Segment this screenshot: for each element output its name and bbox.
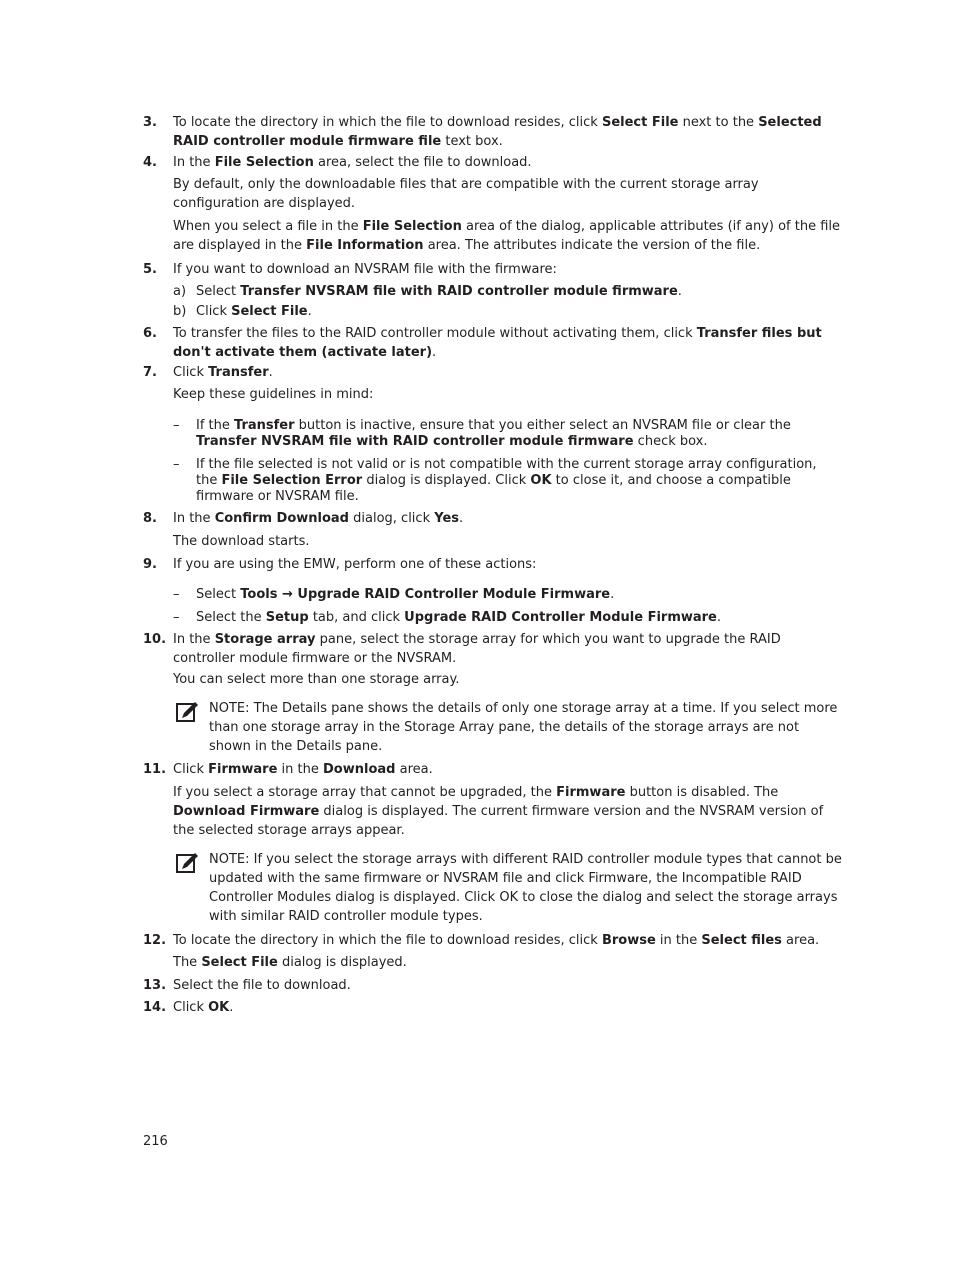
step-12-paragraph: The Select File dialog is displayed. xyxy=(173,955,407,970)
note-label: NOTE: xyxy=(209,852,250,867)
step-10-paragraph: You can select more than one storage array. xyxy=(173,672,460,687)
step-text: In the File Selection area, select the file to download. xyxy=(173,155,532,170)
step-number: 13. xyxy=(143,978,167,993)
step-number: 11. xyxy=(143,762,167,777)
step-text: To transfer the files to the RAID controller module without activating them, click Transfer files but don't activate them (activate later). xyxy=(173,326,822,360)
step-4-paragraph-2: When you select a file in the File Selection area of the dialog, applicable attributes (if any) of the file are displayed in the File Information area. The attributes indicate the version of the file. xyxy=(173,219,841,253)
note-text: If you select the storage arrays with different RAID controller module types that cannot be updated with the same firmware or NVSRAM file and click Firmware, the Incompatible RAID Controller Modules dialog is displayed. Click OK to close the dialog and select the storage arrays with similar RAID controller module types. xyxy=(209,852,842,924)
note-label: NOTE: xyxy=(209,701,250,716)
page-number: 216 xyxy=(143,1134,168,1149)
step-4-paragraph-1: By default, only the downloadable files that are compatible with the current storage array configuration are displayed. xyxy=(173,177,759,211)
step-number: 9. xyxy=(143,557,157,572)
step-number: 14. xyxy=(143,1000,167,1015)
step-text: In the Storage array pane, select the storage array for which you want to upgrade the RAID controller module firmware or the NVSRAM. xyxy=(173,632,781,666)
step-number: 10. xyxy=(143,632,167,647)
step-text: To locate the directory in which the file to download resides, click Select File next to the Selected RAID controller module firmware file text box. xyxy=(173,115,822,149)
step-number: 7. xyxy=(143,365,157,380)
step-7-paragraph: Keep these guidelines in mind: xyxy=(173,387,374,402)
step-text: If you are using the EMW, perform one of these actions: xyxy=(173,557,537,572)
pencil-note-icon xyxy=(176,701,198,723)
document-page: 3. To locate the directory in which the file to download resides, click Select File next to the Selected RAID controller module firmware file text box. 4. In the File Selection area, select the file to download. By default, only the downloadable files that are compatible with the current storage array configuration are displayed. When you select a file in the File Selection area of the dialog, applicable attributes (if any) of the file are displayed in the File Information area. The attributes indicate the version of the file. 5. If you want to download an NVSRAM file with the firmware: a) Select Transfer NVSRAM file with RAID controller module firmware. b) Click Select File. 6. To transfer the files to the RAID controller module without activating them, click Transfer files but don't activate them (activate later). 7. Click Transfer. Keep these guidelines in mind: – If the Transfer button is inactive, ensure that you either select an NVSRAM file or clear the Transfer NVSRAM file with RAID controller module firmware check box. – If the file selected is not valid or is not compatible with the current storage array configuration, the File Selection Error dialog is displayed. Click OK to close it, and choose a compatible firmware or NVSRAM file. 8. In the Confirm Download dialog, click Yes. The download starts. 9. If you are using the EMW, perform one of these actions: – Select Tools → Upgrade RAID Controller Module Firmware. – Select the Setup tab, and click Upgrade RAID Controller Module Firmware. 10. In the Storage array pane, select the storage array for which you want to upgrade the RAID controller module firmware or the NVSRAM. You can select more than one storage array. NOTE: The Details pane shows the details of only one storage array at a time. If you select more than one storage array in the Storage Array pane, the details of the storage arrays are not shown in the Details pane. 11. Click Firmware in the Download area. If you select a storage array that cannot be upgraded, the Firmware button is disabled. The Download Firmware dialog is displayed. The current firmware version and the NVSRAM version of the selected storage arrays appear. NOTE: If you select the storage arrays with different RAID controller module types that cannot be updated with the same firmware or NVSRAM file and click Firmware, the Incompatible RAID Controller Modules dialog is displayed. Click OK to close the dialog and select the storage arrays with similar RAID controller module types. 12. To locate the directory in which the file to download resides, click Browse in the Select files area. The Select File dialog is displayed. 13. Select the file to download. 14. Click OK. 216 xyxy=(143,115,842,1149)
note-text: The Details pane shows the details of only one storage array at a time. If you select more than one storage array in the Storage Array pane, the details of the storage arrays are not shown in the Details pane. xyxy=(209,701,838,754)
step-number: 5. xyxy=(143,262,157,277)
step-text: Click Transfer. xyxy=(173,365,273,380)
pencil-note-icon xyxy=(176,852,198,874)
step-text: If you want to download an NVSRAM file with the firmware: xyxy=(173,262,557,277)
step-number: 12. xyxy=(143,933,167,948)
step-number: 3. xyxy=(143,115,157,130)
step-11-paragraph: If you select a storage array that cannot be upgraded, the Firmware button is disabled. The Download Firmware dialog is displayed. The current firmware version and the NVSRAM version of the selected storage arrays appear. xyxy=(173,785,824,838)
step-8-paragraph: The download starts. xyxy=(173,534,310,549)
step-number: 4. xyxy=(143,155,157,170)
step-number: 6. xyxy=(143,326,157,341)
step-text: Select the file to download. xyxy=(173,978,351,993)
step-text: Click OK. xyxy=(173,1000,234,1015)
step-text: In the Confirm Download dialog, click Yes. xyxy=(173,511,464,526)
step-text: Click Firmware in the Download area. xyxy=(173,762,433,777)
step-number: 8. xyxy=(143,511,157,526)
step-text: To locate the directory in which the file to download resides, click Browse in the Select files area. xyxy=(173,933,820,948)
